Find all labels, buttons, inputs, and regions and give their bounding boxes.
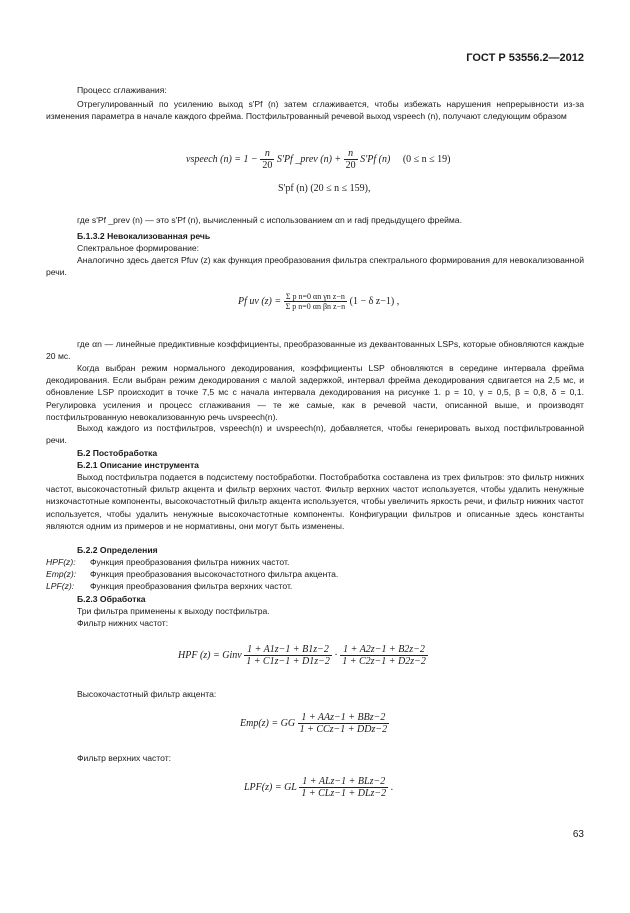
formula-hpf: HPF (z) = Ginv $\frac{1 + A1z-1 + B1z-2}{1 + C1z-1 + D1z-2}$ · $\frac{1 + A2z-1 + B2z-2}{1 + C2z-1 + D2z-2}$: [178, 644, 426, 667]
emp-title: Высокочастотный фильтр акцента:: [77, 689, 217, 699]
paragraph-output: Выход каждого из постфильтров, vspeech(n) и uvspeech(n), добавляется, чтобы генерировать выход постфильтрованной речи.: [46, 423, 584, 446]
section-b22: Б.2.2 Определения: [77, 545, 158, 555]
formula-vspeech: vspeech (n) = 1 − $\frac{n}{20}$ S'Pf _prev (n) + $\frac{n}{20}$ S'Pf (n) (0 ≤ n ≤ 19): [186, 148, 451, 171]
section-b21: Б.2.1 Описание инструмента: [77, 460, 199, 470]
paragraph-smoothing: Отрегулированный по усилению выход s'Pf (n) затем сглаживается, чтобы избежать нарушения непрерывности из-за изменения параметра в начале каждого фрейма. Постфильтрованный речевой выход vspeech (n), получают следующим образом: [46, 99, 584, 122]
paragraph-spectral: Аналогично здесь дается Pfuv (z) как функция преобразования фильтра спектрального формирования для невокализованной речи.: [46, 255, 584, 278]
paragraph-alpha: где αn — линейные предиктивные коэффициенты, преобразованные из деквантованных LSPs, которые обновляются каждые 20 мс.: [46, 339, 584, 362]
formula-lpf: LPF(z) = GL $\frac{\text{1 + ALz−1 + BLz−2}}{\text{1 + CLz−1 + DLz−2}}$ .: [244, 776, 394, 799]
definition-row: Emp(z): Функция преобразования высокочастотного фильтра акцента.: [46, 569, 339, 579]
paragraph-three-filters: Три фильтра применены к выходу постфильтра.: [77, 606, 270, 616]
formula-pfuv: Pf uv (z) = $\frac{\text{Σ p n=0 αn γn z−n}}{\text{Σ p n=0 αn βn z−n}}$ (1 − δ z−1) ,: [238, 292, 400, 311]
formula-vspeech-line2: S'pf (n) (20 ≤ n ≤ 159),: [278, 183, 371, 194]
definition-row: LPF(z): Функция преобразования фильтра верхних частот.: [46, 581, 293, 591]
definition-row: HPF(z): Функция преобразования фильтра нижних частот.: [46, 557, 290, 567]
spectral-title: Спектральное формирование:: [77, 243, 200, 253]
section-b23: Б.2.3 Обработка: [77, 594, 146, 604]
paragraph-where-prev: где s'Pf _prev (n) — это s'Pf (n), вычисленный с использованием αn и radj предыдущего фрейма.: [77, 215, 462, 225]
page-number: 63: [572, 829, 584, 840]
section-b2: Б.2 Постобработка: [77, 448, 158, 458]
smoothing-title: Процесс сглаживания:: [77, 85, 167, 95]
lpf-title: Фильтр нижних частот:: [77, 618, 169, 628]
doc-header: ГОСТ Р 53556.2—2012: [466, 52, 584, 64]
paragraph-b21: Выход постфильтра подается в подсистему постобработки. Постобработка составлена из трех фильтров: это фильтр нижних частот, высокочастотный фильтр акцента и фильтр верхних частот. Фильтр верхних частот используется, чтобы удалить ненужные низкочастотные компоненты, высокочастотный фильтр акцента используется, чтобы увеличить яркость речи, и фильтр нижних частот используется, чтобы удалить ненужные высокочастотные компоненты. Конфигурации фильтров и описанные здесь константы являются одним из примеров и не нормативны, они могут быть изменены.: [46, 472, 584, 531]
formula-emp: Emp(z) = GG $\frac{\text{1 + AAz−1 + BBz−2}}{\text{1 + CCz−1 + DDz−2}}$: [240, 712, 388, 735]
section-b132: Б.1.3.2 Невокализованная речь: [77, 231, 211, 241]
paragraph-normal-mode: Когда выбран режим нормального декодирования, коэффициенты LSP обновляются в середине интервала фрейма декодирования. Если выбран режим декодирования с малой задержкой, интервал фрейма декодирования сдвигается на 2,5 мс, и обновление LSP происходит в точке 7,5 мс с начала интервала декодирования на рисунке 1. p = 10, γ = 0,5, β = 0,8, δ = 0,1. Регулировка усиления и процесс сглаживания — те же самые, как в речевой части, описанной выше, и производят постфильтрованную невокализованную речь uvspeech(n).: [46, 363, 584, 422]
hpf-title: Фильтр верхних частот:: [77, 753, 172, 763]
